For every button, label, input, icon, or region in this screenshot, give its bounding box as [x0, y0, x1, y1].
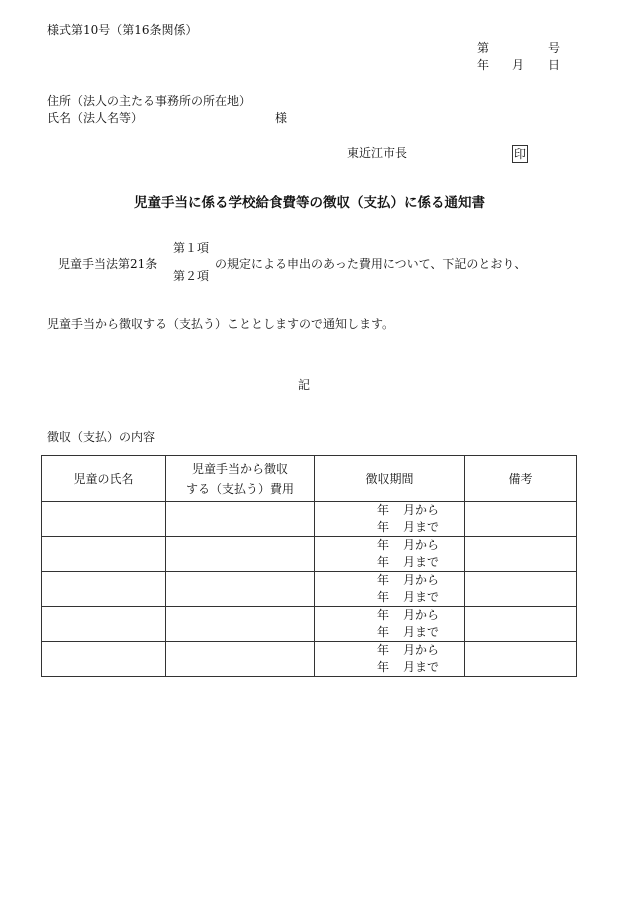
cost-cell[interactable]: [166, 502, 315, 537]
period-cell[interactable]: [315, 537, 465, 572]
doc-number-dai: 第: [477, 41, 490, 55]
remarks-cell[interactable]: [465, 607, 577, 642]
table-row: [42, 537, 577, 572]
period-from-month: 月から: [402, 643, 439, 657]
period-to-month: 月まで: [402, 660, 439, 674]
period-cell[interactable]: [315, 607, 465, 642]
body-text-line2: 児童手当から徴収する（支払う）こととしますので通知します。: [47, 317, 395, 331]
child-name-cell[interactable]: [42, 502, 166, 537]
table-row: [42, 572, 577, 607]
period-to: [315, 624, 464, 641]
section-heading: 徴収（支払）の内容: [47, 430, 156, 444]
period-to: [315, 554, 464, 571]
doc-number-go: 号: [548, 41, 561, 55]
remarks-cell[interactable]: [465, 572, 577, 607]
period-from: [315, 572, 464, 589]
period-to-year: 年: [376, 660, 389, 674]
document-title: 児童手当に係る学校給食費等の徴収（支払）に係る通知書: [134, 195, 485, 211]
clause-2: 第２項: [173, 269, 210, 283]
cost-cell[interactable]: [166, 537, 315, 572]
period-from-year: 年: [376, 503, 389, 517]
period-from-year: 年: [376, 538, 389, 552]
period-cell[interactable]: [315, 502, 465, 537]
date-year: 年: [477, 58, 490, 72]
period-to: [315, 519, 464, 536]
table-header-row: [42, 456, 577, 502]
period-from: [315, 537, 464, 554]
period-to-year: 年: [376, 590, 389, 604]
header-period: 徴収期間: [315, 456, 465, 502]
period-cell[interactable]: [315, 572, 465, 607]
period-cell[interactable]: [315, 642, 465, 677]
header-remarks: 備考: [465, 456, 577, 502]
period-to: [315, 659, 464, 676]
period-from-month: 月から: [402, 503, 439, 517]
header-cost-line2: する（支払う）費用: [185, 481, 294, 496]
period-to-year: 年: [376, 520, 389, 534]
period-from: [315, 502, 464, 519]
remarks-cell[interactable]: [465, 537, 577, 572]
cost-cell[interactable]: [166, 572, 315, 607]
address-label: 住所（法人の主たる事務所の所在地）: [47, 94, 252, 108]
clause-1: 第１項: [173, 241, 210, 255]
period-to-year: 年: [376, 555, 389, 569]
period-from: [315, 642, 464, 659]
period-from-year: 年: [376, 573, 389, 587]
child-name-cell[interactable]: [42, 572, 166, 607]
period-from: [315, 607, 464, 624]
date-month: 月: [512, 58, 525, 72]
name-label: 氏名（法人名等）: [47, 111, 144, 125]
period-from-year: 年: [376, 643, 389, 657]
law-reference: 児童手当法第21条: [58, 257, 158, 271]
header-cost: [166, 456, 315, 502]
period-from-month: 月から: [402, 573, 439, 587]
table-row: [42, 642, 577, 677]
cost-cell[interactable]: [166, 607, 315, 642]
period-to-month: 月まで: [402, 625, 439, 639]
remarks-cell[interactable]: [465, 502, 577, 537]
cost-cell[interactable]: [166, 642, 315, 677]
period-to-month: 月まで: [402, 520, 439, 534]
header-child-name: 児童の氏名: [42, 456, 166, 502]
child-name-cell[interactable]: [42, 537, 166, 572]
official-seal: 印: [514, 147, 527, 161]
issuer-name: 東近江市長: [347, 146, 408, 160]
period-from-month: 月から: [402, 608, 439, 622]
period-to: [315, 589, 464, 606]
table-row: [42, 502, 577, 537]
period-to-year: 年: [376, 625, 389, 639]
child-name-cell[interactable]: [42, 642, 166, 677]
header-cost-line1: 児童手当から徴収: [191, 461, 288, 476]
date-day: 日: [548, 58, 561, 72]
period-from-month: 月から: [402, 538, 439, 552]
body-text-line1: の規定による申出のあった費用について、下記のとおり、: [215, 257, 527, 271]
remarks-cell[interactable]: [465, 642, 577, 677]
period-to-month: 月まで: [402, 555, 439, 569]
period-to-month: 月まで: [402, 590, 439, 604]
ki-marker: 記: [298, 378, 311, 392]
collection-details-table: [41, 455, 577, 677]
period-from-year: 年: [376, 608, 389, 622]
honorific-sama: 様: [275, 111, 288, 125]
form-number: 様式第10号（第16条関係）: [47, 23, 198, 37]
table-row: [42, 607, 577, 642]
child-name-cell[interactable]: [42, 607, 166, 642]
